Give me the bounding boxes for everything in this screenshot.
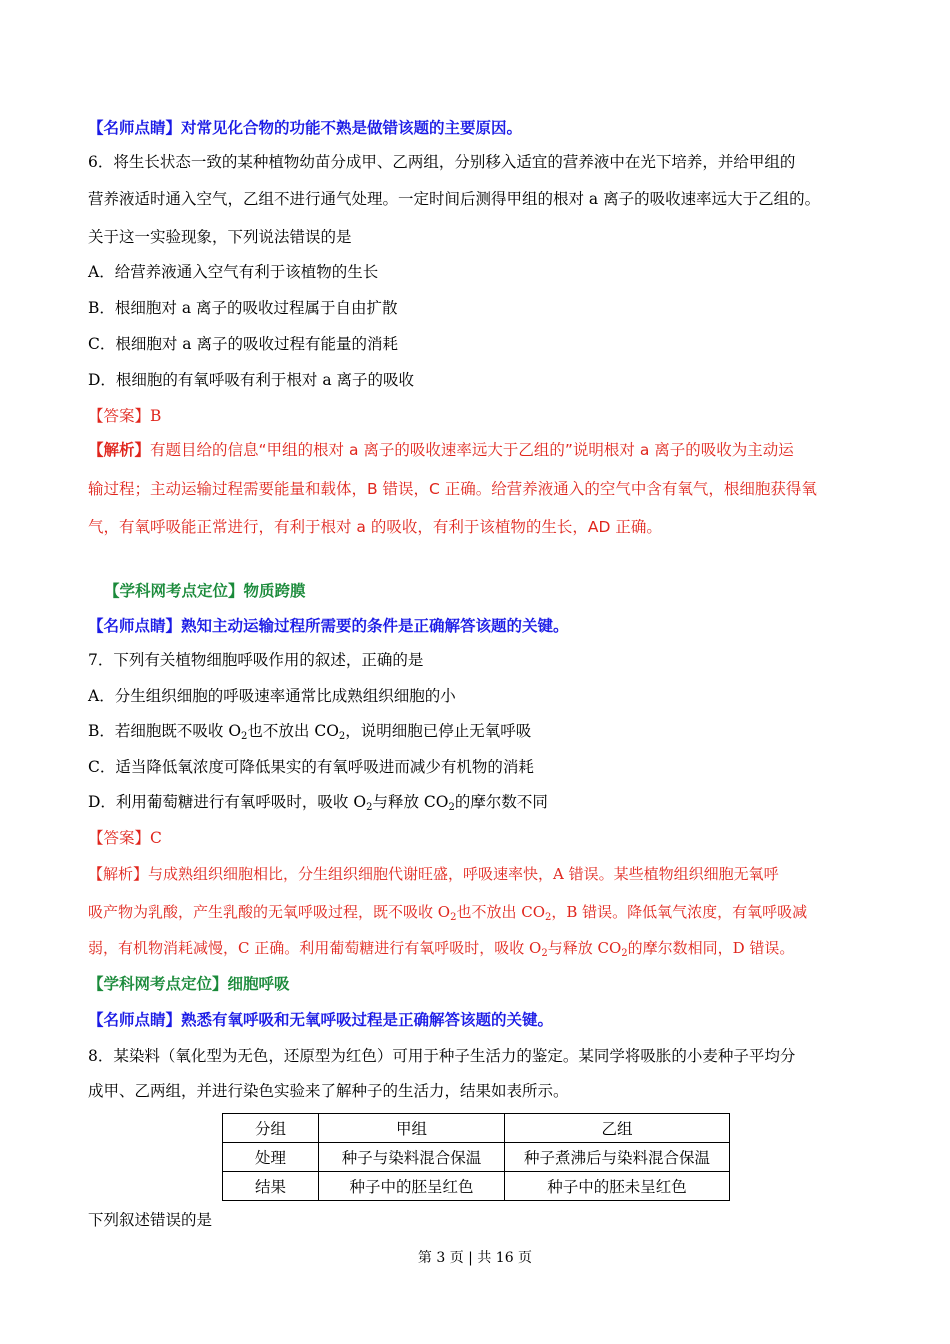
q6-tip: 【名师点睛】熟知主动运输过程所需要的条件是正确解答该题的关键。 (88, 616, 569, 635)
q7-analysis-3-part3: 的摩尔数相同，D 错误。 (627, 939, 795, 957)
table-header-cell: 分组 (223, 1114, 319, 1143)
q6-analysis-line-1 (88, 440, 794, 460)
subscript: 2 (448, 802, 455, 813)
table-row (223, 1143, 730, 1172)
q7-analysis-2-part2: 也不放出 CO (456, 903, 545, 921)
subscript: 2 (545, 912, 552, 923)
table-cell: 处理 (223, 1143, 319, 1172)
subscript: 2 (541, 948, 548, 959)
table-cell: 结果 (223, 1172, 319, 1201)
subscript: 2 (241, 731, 248, 742)
table-cell: 种子与染料混合保温 (319, 1143, 505, 1172)
q6-knowledge-point: 【学科网考点定位】物质跨膜 (104, 581, 306, 600)
subscript: 2 (366, 802, 373, 813)
q7-analysis-line-1: 【解析】与成熟组织细胞相比，分生组织细胞代谢旺盛，呼吸速率快，A 错误。某些植物组织细胞无氧呼 (88, 865, 779, 883)
q6-option-d: D．根细胞的有氧呼吸有利于根对 a 离子的吸收 (88, 371, 415, 389)
q7-option-d-part3: 的摩尔数不同 (454, 793, 548, 811)
table-cell: 种子煮沸后与染料混合保温 (505, 1143, 730, 1172)
q7-answer: 【答案】C (88, 829, 162, 847)
q7-option-d-part1: D．利用葡萄糖进行有氧呼吸时，吸收 O (88, 793, 367, 811)
q7-analysis-line-2 (88, 902, 807, 922)
q7-option-d-part2: 与释放 CO (372, 793, 449, 811)
table-cell: 种子中的胚呈红色 (319, 1172, 505, 1201)
tip-q5: 【名师点睛】对常见化合物的功能不熟是做错该题的主要原因。 (88, 118, 523, 137)
q6-analysis-line-3: 气，有氧呼吸能正常进行，有利于根对 a 的吸收，有利于该植物的生长，AD 正确。 (88, 518, 662, 536)
q7-option-b-part2: 也不放出 CO (247, 722, 339, 740)
q6-option-a: A．给营养液通入空气有利于该植物的生长 (88, 263, 379, 281)
q6-option-b: B．根细胞对 a 离子的吸收过程属于自由扩散 (88, 299, 398, 317)
page-footer: 第 3 页 | 共 16 页 (417, 1250, 533, 1266)
q8-stem-1: 8．某染料（氧化型为无色，还原型为红色）可用于种子生活力的鉴定。某同学将吸胀的小麦种子平均分 (88, 1047, 796, 1065)
q7-analysis-2-part3: ，B 错误。降低氧气浓度，有氧呼吸减 (551, 903, 808, 921)
q6-stem-2: 营养液适时通入空气，乙组不进行通气处理。一定时间后测得甲组的根对 a 离子的吸收速率远大于乙组的。 (88, 190, 821, 208)
q7-analysis-line-3 (88, 938, 794, 958)
q6-stem-3: 关于这一实验现象，下列说法错误的是 (88, 228, 352, 246)
table-header-cell: 甲组 (319, 1114, 505, 1143)
q7-knowledge-point: 【学科网考点定位】细胞呼吸 (88, 974, 290, 993)
q8-stem-2: 成甲、乙两组，并进行染色实验来了解种子的生活力，结果如表所示。 (88, 1082, 569, 1100)
q7-analysis-3-part1: 弱，有机物消耗减慢，C 正确。利用葡萄糖进行有氧呼吸时，吸收 O (88, 939, 542, 957)
q6-option-c: C．根细胞对 a 离子的吸收过程有能量的消耗 (88, 335, 398, 353)
subscript: 2 (450, 912, 457, 923)
subscript: 2 (621, 948, 628, 959)
q7-analysis-3-part2: 与释放 CO (547, 939, 622, 957)
results-table (222, 1113, 730, 1201)
q7-option-d (88, 792, 548, 812)
q8-question: 下列叙述错误的是 (88, 1211, 213, 1229)
q6-analysis-line-2: 输过程；主动运输过程需要能量和载体，B 错误，C 正确。给营养液通入的空气中含有氧气，根细胞获得氧 (88, 480, 817, 498)
q7-tip: 【名师点睛】熟悉有氧呼吸和无氧呼吸过程是正确解答该题的关键。 (88, 1010, 554, 1029)
subscript: 2 (338, 731, 346, 742)
table-cell: 种子中的胚未呈红色 (505, 1172, 730, 1201)
table-row (223, 1172, 730, 1201)
q7-stem: 7．下列有关植物细胞呼吸作用的叙述，正确的是 (88, 651, 424, 669)
q7-option-a: A．分生组织细胞的呼吸速率通常比成熟组织细胞的小 (88, 687, 456, 705)
q6-analysis-text-1: 有题目给的信息“甲组的根对 a 离子的吸收速率远大于乙组的”说明根对 a 离子的吸收为主动运 (150, 441, 794, 459)
q6-analysis-head: 【解析】 (88, 441, 151, 459)
q6-stem-1: 6．将生长状态一致的某种植物幼苗分成甲、乙两组，分别移入适宜的营养液中在光下培养，并给甲组的 (88, 153, 796, 171)
q7-analysis-2-part1: 吸产物为乳酸，产生乳酸的无氧呼吸过程，既不吸收 O (88, 903, 451, 921)
q6-answer: 【答案】B (88, 407, 162, 425)
q7-option-b-part1: B．若细胞既不吸收 O (88, 722, 242, 740)
table-row (223, 1114, 730, 1143)
q7-option-c: C．适当降低氧浓度可降低果实的有氧呼吸进而减少有机物的消耗 (88, 758, 534, 776)
q7-option-b (88, 721, 531, 741)
q7-option-b-part3: ，说明细胞已停止无氧呼吸 (345, 722, 532, 740)
table-header-cell: 乙组 (505, 1114, 730, 1143)
